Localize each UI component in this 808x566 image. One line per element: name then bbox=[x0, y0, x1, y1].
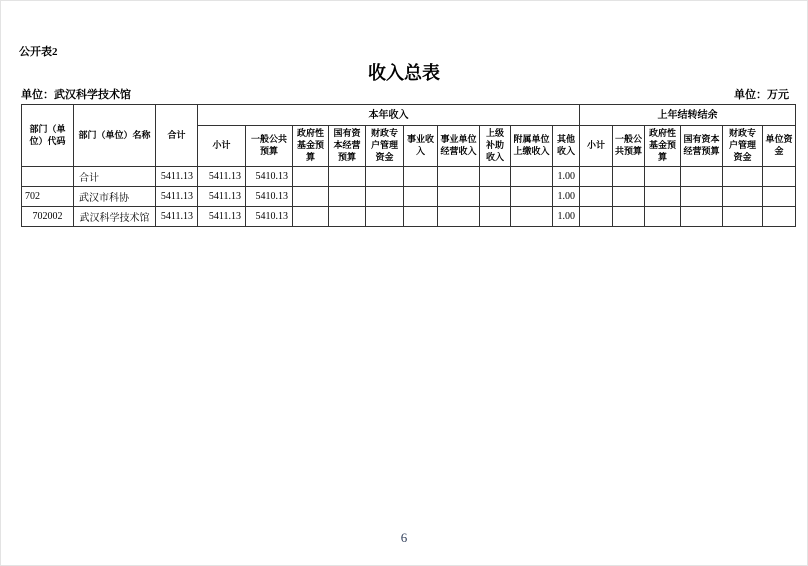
cell-co-fiscal-account-funds bbox=[723, 187, 763, 207]
cell-cy-general-budget: 5410.13 bbox=[246, 167, 293, 187]
table-row bbox=[22, 167, 796, 187]
cell-cy-business-operation-income bbox=[438, 167, 480, 187]
cell-cy-subtotal: 5411.13 bbox=[198, 207, 246, 227]
cell-cy-affiliate-remittance-income bbox=[511, 207, 553, 227]
cell-code: 702 bbox=[22, 187, 74, 207]
cell-cy-business-income bbox=[404, 167, 438, 187]
cell-co-gov-fund-budget bbox=[645, 167, 681, 187]
cell-cy-gov-fund-budget bbox=[293, 167, 329, 187]
cell-total: 5411.13 bbox=[156, 207, 198, 227]
col-header-cy-subtotal: 小计 bbox=[198, 126, 246, 167]
col-header-cy-state-capital-budget: 国有资本经营预算 bbox=[329, 126, 366, 167]
unit-row bbox=[21, 86, 789, 102]
cell-cy-gov-fund-budget bbox=[293, 207, 329, 227]
cell-co-gov-fund-budget bbox=[645, 207, 681, 227]
cell-name: 合计 bbox=[74, 167, 156, 187]
col-header-co-state-capital-budget: 国有资本经营预算 bbox=[681, 126, 723, 167]
page-title: 收入总表 bbox=[368, 63, 440, 83]
cell-total: 5411.13 bbox=[156, 187, 198, 207]
income-summary-table bbox=[21, 104, 796, 227]
cell-cy-other-income: 1.00 bbox=[553, 167, 580, 187]
cell-co-fiscal-account-funds bbox=[723, 167, 763, 187]
col-group-carryover: 上年结转结余 bbox=[580, 105, 796, 126]
col-header-co-general-budget: 一般公共预算 bbox=[613, 126, 645, 167]
col-header-cy-business-income: 事业收入 bbox=[404, 126, 438, 167]
cell-cy-affiliate-remittance-income bbox=[511, 167, 553, 187]
unit-currency-label: 单位：万元 bbox=[734, 89, 789, 101]
cell-code: 702002 bbox=[22, 207, 74, 227]
cell-co-gov-fund-budget bbox=[645, 187, 681, 207]
cell-co-unit-funds bbox=[763, 207, 796, 227]
cell-cy-business-operation-income bbox=[438, 187, 480, 207]
cell-co-general-budget bbox=[613, 167, 645, 187]
cell-cy-state-capital-budget bbox=[329, 207, 366, 227]
cell-cy-general-budget: 5410.13 bbox=[246, 207, 293, 227]
page-number: 6 bbox=[400, 530, 408, 545]
cell-name: 武汉科学技术馆 bbox=[74, 207, 156, 227]
col-header-cy-gov-fund-budget: 政府性基金预算 bbox=[293, 126, 329, 167]
cell-co-unit-funds bbox=[763, 187, 796, 207]
col-header-co-unit-funds: 单位资金 bbox=[763, 126, 796, 167]
cell-co-general-budget bbox=[613, 207, 645, 227]
cell-cy-gov-fund-budget bbox=[293, 187, 329, 207]
col-header-cy-superior-subsidy-income: 上级补助收入 bbox=[480, 126, 511, 167]
unit-name-label: 单位：武汉科学技术馆 bbox=[21, 89, 131, 101]
cell-cy-general-budget: 5410.13 bbox=[246, 187, 293, 207]
col-header-cy-other-income: 其他收入 bbox=[553, 126, 580, 167]
cell-cy-subtotal: 5411.13 bbox=[198, 187, 246, 207]
cell-cy-business-income bbox=[404, 207, 438, 227]
col-header-cy-fiscal-account-funds: 财政专户管理资金 bbox=[366, 126, 404, 167]
cell-co-state-capital-budget bbox=[681, 187, 723, 207]
col-header-cy-general-budget: 一般公共预算 bbox=[246, 126, 293, 167]
cell-co-subtotal bbox=[580, 187, 613, 207]
col-header-co-fiscal-account-funds: 财政专户管理资金 bbox=[723, 126, 763, 167]
cell-co-state-capital-budget bbox=[681, 167, 723, 187]
table-row bbox=[22, 207, 796, 227]
col-header-total: 合计 bbox=[156, 105, 198, 167]
cell-co-subtotal bbox=[580, 167, 613, 187]
cell-cy-state-capital-budget bbox=[329, 167, 366, 187]
col-header-cy-business-operation-income: 事业单位经营收入 bbox=[438, 126, 480, 167]
table-row bbox=[22, 187, 796, 207]
cell-cy-superior-subsidy-income bbox=[480, 187, 511, 207]
cell-cy-state-capital-budget bbox=[329, 187, 366, 207]
col-header-co-gov-fund-budget: 政府性基金预算 bbox=[645, 126, 681, 167]
cell-co-fiscal-account-funds bbox=[723, 207, 763, 227]
cell-co-subtotal bbox=[580, 207, 613, 227]
cell-co-general-budget bbox=[613, 187, 645, 207]
col-header-code: 部门（单位）代码 bbox=[22, 105, 74, 167]
cell-cy-subtotal: 5411.13 bbox=[198, 167, 246, 187]
cell-cy-business-income bbox=[404, 187, 438, 207]
cell-cy-other-income: 1.00 bbox=[553, 187, 580, 207]
cell-cy-fiscal-account-funds bbox=[366, 187, 404, 207]
cell-cy-fiscal-account-funds bbox=[366, 167, 404, 187]
cell-cy-affiliate-remittance-income bbox=[511, 187, 553, 207]
col-header-cy-affiliate-remittance-income: 附属单位上缴收入 bbox=[511, 126, 553, 167]
col-header-co-subtotal: 小计 bbox=[580, 126, 613, 167]
cell-co-state-capital-budget bbox=[681, 207, 723, 227]
cell-code bbox=[22, 167, 74, 187]
form-label: 公开表2 bbox=[19, 46, 58, 58]
cell-cy-fiscal-account-funds bbox=[366, 207, 404, 227]
cell-name: 武汉市科协 bbox=[74, 187, 156, 207]
cell-co-unit-funds bbox=[763, 167, 796, 187]
cell-cy-business-operation-income bbox=[438, 207, 480, 227]
cell-cy-superior-subsidy-income bbox=[480, 207, 511, 227]
cell-total: 5411.13 bbox=[156, 167, 198, 187]
col-header-name: 部门（单位）名称 bbox=[74, 105, 156, 167]
cell-cy-other-income: 1.00 bbox=[553, 207, 580, 227]
cell-cy-superior-subsidy-income bbox=[480, 167, 511, 187]
col-group-current-year-income: 本年收入 bbox=[198, 105, 580, 126]
